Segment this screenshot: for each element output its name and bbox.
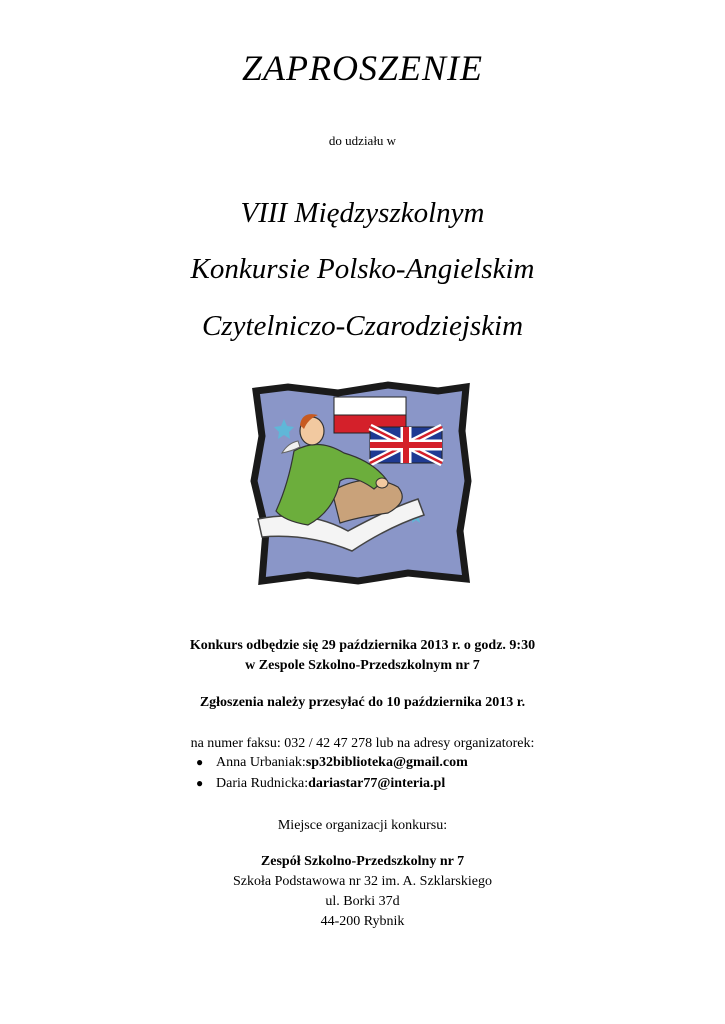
organizer-email[interactable]: dariastar77@interia.pl (308, 776, 446, 791)
organizer-name: Anna Urbaniak: (216, 755, 306, 770)
list-item (196, 773, 468, 794)
subtitle: do udziału w (328, 133, 397, 148)
organizer-name: Daria Rudnicka: (216, 776, 309, 791)
venue-name: Zespół Szkolno-Przedszkolny nr 7 (260, 854, 465, 869)
reading-person-with-flags-illustration (248, 381, 474, 585)
venue-school: Szkoła Podstawowa nr 32 im. A. Szklarskiego (233, 874, 492, 889)
venue-city: 44-200 Rybnik (320, 914, 405, 929)
bullet-icon: ● (196, 776, 204, 790)
uk-flag-icon (370, 427, 442, 463)
event-date: Konkurs odbędzie się 29 października 2013 r. o godz. 9:30 (189, 638, 536, 653)
list-item (196, 752, 468, 773)
competition-title-line-3: Czytelniczo-Czarodziejskim (201, 310, 524, 342)
registration-deadline: Zgłoszenia należy przesyłać do 10 października 2013 r. (199, 695, 526, 710)
competition-title-line-2: Konkursie Polsko-Angielskim (190, 253, 535, 285)
organizer-list (196, 752, 468, 794)
event-place: w Zespole Szkolno-Przedszkolnym nr 7 (245, 658, 480, 673)
page-title: ZAPROSZENIE (242, 48, 483, 88)
contact-intro: na numer faksu: 032 / 42 47 278 lub na adresy organizatorek: (190, 736, 535, 751)
venue-street: ul. Borki 37d (325, 894, 400, 909)
venue-label: Miejsce organizacji konkursu: (277, 818, 448, 833)
organizer-email[interactable]: sp32biblioteka@gmail.com (305, 755, 468, 770)
bullet-icon: ● (196, 755, 204, 769)
competition-title-line-1: VIII Międzyszkolnym (240, 197, 485, 229)
